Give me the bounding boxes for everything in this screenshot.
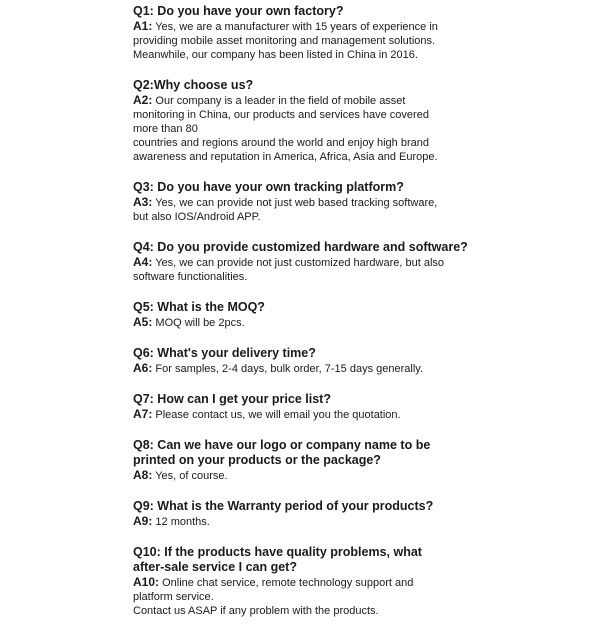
faq-item-5 xyxy=(133,300,473,330)
answer-7-text: Please contact us, we will email you the quotation. xyxy=(155,409,401,421)
answer-1 xyxy=(133,19,473,62)
question-9: Q9: What is the Warranty period of your products? xyxy=(133,499,434,513)
answer-10-text: Online chat service, remote technology support and platform service. Contact us ASAP if any problem with the products. xyxy=(133,577,414,617)
question-1: Q1: Do you have your own factory? xyxy=(133,4,344,18)
faq-item-4 xyxy=(133,240,473,284)
answer-8-label: A8: xyxy=(133,468,153,482)
answer-2-text: Our company is a leader in the field of mobile asset monitoring in China, our products and services have covered more than 80 countries and regions around the world and enjoy high brand awareness and reputation in America, Africa, Asia and Europe. xyxy=(133,95,438,163)
answer-7 xyxy=(133,407,473,422)
question-4: Q4: Do you provide customized hardware and software? xyxy=(133,240,468,254)
answer-5-label: A5: xyxy=(133,315,153,329)
answer-2 xyxy=(133,93,473,164)
answer-8-text: Yes, of course. xyxy=(155,470,228,482)
faq-list xyxy=(133,4,473,634)
answer-8 xyxy=(133,468,473,483)
question-7: Q7: How can I get your price list? xyxy=(133,392,331,406)
answer-6-label: A6: xyxy=(133,361,153,375)
question-5: Q5: What is the MOQ? xyxy=(133,300,265,314)
faq-item-2 xyxy=(133,78,473,164)
answer-3-text: Yes, we can provide not just web based tracking software, but also IOS/Android APP. xyxy=(133,197,438,223)
question-8: Q8: Can we have our logo or company name to be printed on your products or the package? xyxy=(133,438,431,467)
question-3: Q3: Do you have your own tracking platform? xyxy=(133,180,404,194)
answer-1-text: Yes, we are a manufacturer with 15 years of experience in providing mobile asset monitoring and management solutions. Meanwhile, our company has been listed in China in 2016. xyxy=(133,21,438,61)
answer-5 xyxy=(133,315,473,330)
answer-7-label: A7: xyxy=(133,407,153,421)
faq-item-8 xyxy=(133,438,473,483)
faq-item-9 xyxy=(133,499,473,529)
answer-1-label: A1: xyxy=(133,19,153,33)
answer-9 xyxy=(133,514,473,529)
answer-6-text: For samples, 2-4 days, bulk order, 7-15 days generally. xyxy=(155,363,423,375)
faq-item-6 xyxy=(133,346,473,376)
faq-item-10 xyxy=(133,545,473,618)
answer-9-text: 12 months. xyxy=(155,516,210,528)
answer-9-label: A9: xyxy=(133,514,153,528)
answer-10-label: A10: xyxy=(133,575,160,589)
answer-6 xyxy=(133,361,473,376)
question-10: Q10: If the products have quality problems, what after-sale service I can get? xyxy=(133,545,422,574)
answer-4-label: A4: xyxy=(133,255,153,269)
faq-item-1 xyxy=(133,4,473,62)
question-6: Q6: What's your delivery time? xyxy=(133,346,316,360)
faq-item-3 xyxy=(133,180,473,224)
answer-2-label: A2: xyxy=(133,93,153,107)
faq-item-7 xyxy=(133,392,473,422)
answer-3-label: A3: xyxy=(133,195,153,209)
answer-4 xyxy=(133,255,473,284)
answer-10 xyxy=(133,575,473,618)
answer-3 xyxy=(133,195,473,224)
answer-4-text: Yes, we can provide not just customized hardware, but also software functionalities. xyxy=(133,257,445,283)
answer-5-text: MOQ will be 2pcs. xyxy=(155,317,245,329)
question-2: Q2:Why choose us? xyxy=(133,78,254,92)
